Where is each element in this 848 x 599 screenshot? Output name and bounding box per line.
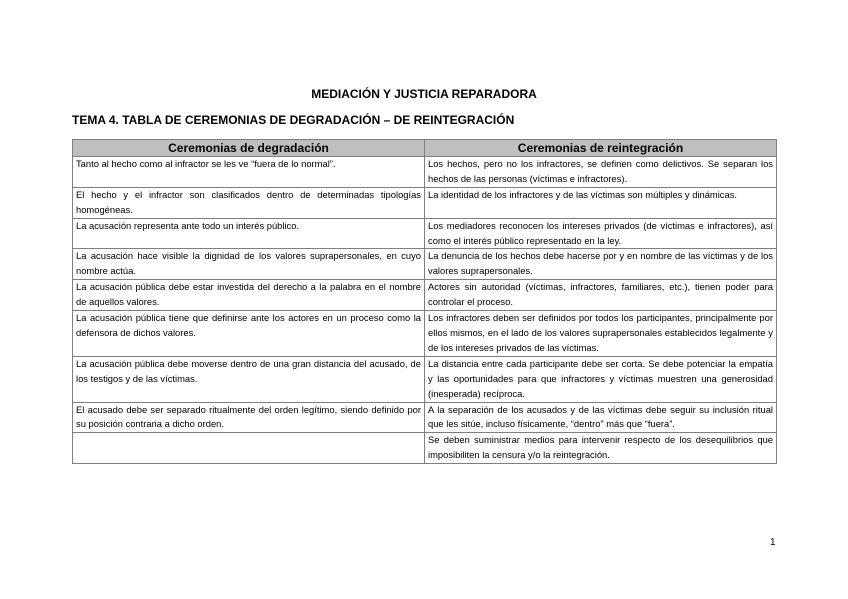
reintegration-cell: Los hechos, pero no los infractores, se definen como delictivos. Se separan los hechos de las personas (víctimas e infractores). [425,157,777,188]
reintegration-cell: Se deben suministrar medios para intervenir respecto de los desequilibrios que imposibiliten la censura y/o la reintegración. [425,433,777,464]
ceremonies-table [72,139,777,464]
reintegration-cell: La denuncia de los hechos debe hacerse por y en nombre de las víctimas y de los valores suprapersonales. [425,249,777,280]
section-heading: TEMA 4. TABLA DE CEREMONIAS DE DEGRADACIÓN – DE REINTEGRACIÓN [72,113,515,127]
degradation-cell: La acusación representa ante todo un interés público. [73,218,425,249]
table-row [73,187,777,218]
header-degradation: Ceremonias de degradación [73,140,425,157]
table-row [73,311,777,357]
reintegration-cell: Los mediadores reconocen los intereses privados (de víctimas e infractores), así como el interés público representado en la ley. [425,218,777,249]
degradation-cell: La acusación pública debe moverse dentro de una gran distancia del acusado, de los testigos y de las víctimas. [73,356,425,402]
page-title: MEDIACIÓN Y JUSTICIA REPARADORA [311,87,537,101]
table-row [73,249,777,280]
table-header-row [73,140,777,157]
table-row [73,356,777,402]
degradation-cell: La acusación pública debe estar investida del derecho a la palabra en el nombre de aquellos valores. [73,280,425,311]
header-reintegration: Ceremonias de reintegración [425,140,777,157]
degradation-cell: La acusación pública tiene que definirse ante los actores en un proceso como la defensora de dichos valores. [73,311,425,357]
page-number: 1 [770,537,776,548]
reintegration-cell: La distancia entre cada participante debe ser corta. Se debe potenciar la empatía y las oportunidades para que infractores y víctimas muestren una generosidad (inesperada) recíproca. [425,356,777,402]
reintegration-cell: La identidad de los infractores y de las víctimas son múltiples y dinámicas. [425,187,777,218]
degradation-cell [73,433,425,464]
table-row [73,402,777,433]
degradation-cell: Tanto al hecho como al infractor se les ve “fuera de lo normal”. [73,157,425,188]
table-row [73,280,777,311]
reintegration-cell: A la separación de los acusados y de las víctimas debe seguir su inclusión ritual que les sitúe, incluso físicamente, “dentro” más que “fuera”. [425,402,777,433]
table-row [73,218,777,249]
degradation-cell: El hecho y el infractor son clasificados dentro de determinadas tipologías homogéneas. [73,187,425,218]
table-row [73,157,777,188]
table-row [73,433,777,464]
degradation-cell: El acusado debe ser separado ritualmente del orden legítimo, siendo definido por su posición contraria a dicho orden. [73,402,425,433]
degradation-cell: La acusación hace visible la dignidad de los valores suprapersonales, en cuyo nombre actúa. [73,249,425,280]
reintegration-cell: Los infractores deben ser definidos por todos los participantes, principalmente por ellos mismos, en el lado de los valores suprapersonales establecidos legalmente y de los intereses privados de las víctimas. [425,311,777,357]
reintegration-cell: Actores sin autoridad (víctimas, infractores, familiares, etc.), tienen poder para controlar el proceso. [425,280,777,311]
